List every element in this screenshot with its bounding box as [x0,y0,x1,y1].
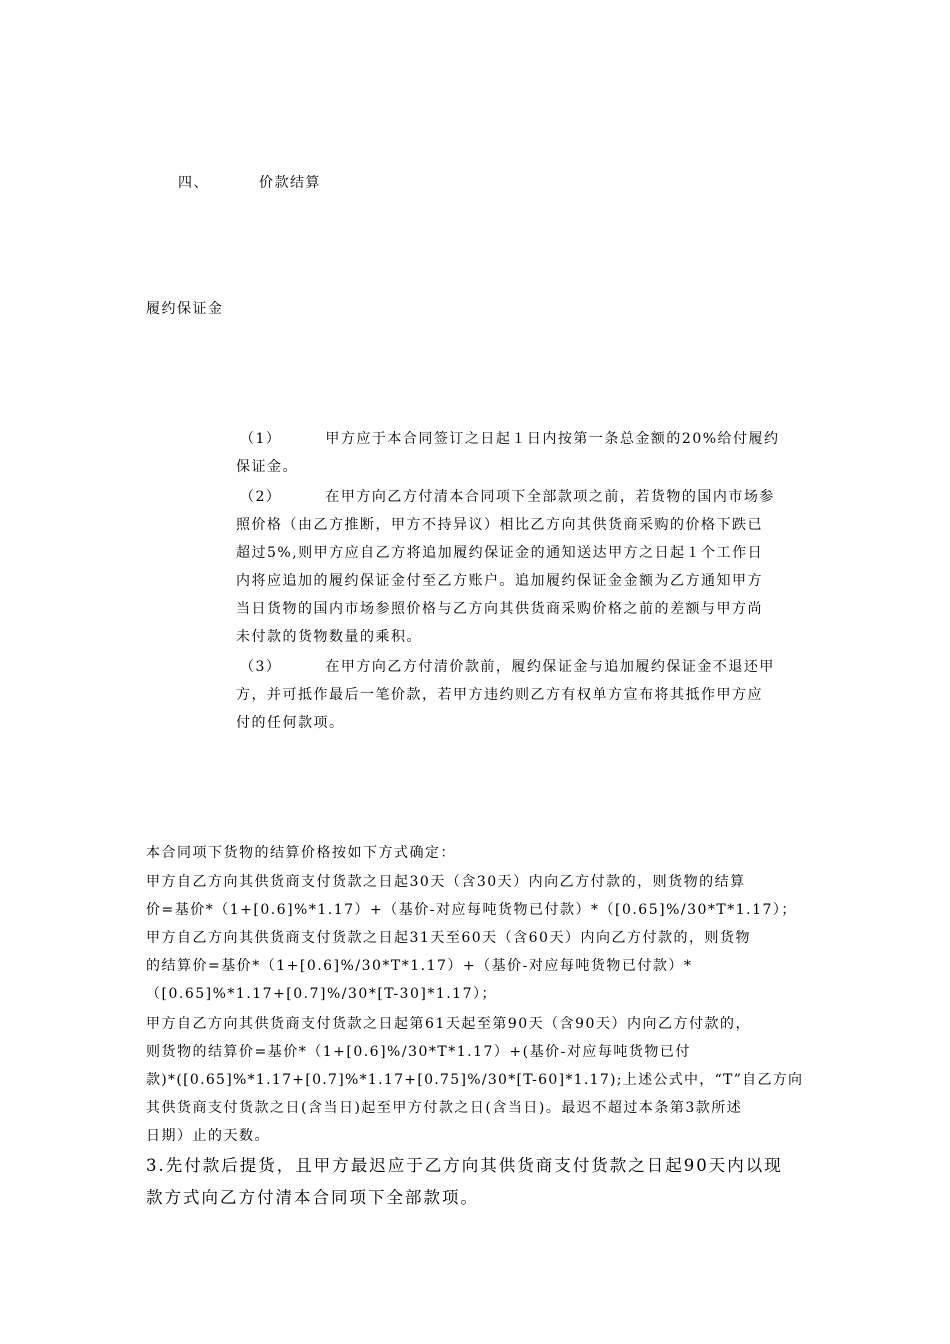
clause-3-text: 在甲方向乙方付清价款前，履约保证金与追加履约保证金不退还甲 [325,659,775,675]
clause-2-line-5: 当日货物的国内市场参照价格与乙方向其供货商采购价格之前的差额与甲方尚 [236,601,763,617]
clause-2-line-1 [240,486,775,506]
pricing-p2-line-2: 的结算价=基价*（1+[0.6]%/30*T*1.17）+（基价-对应每吨货物已付款）* [146,958,693,974]
pricing-p1-line-2: 价=基价*（1+[0.6]%*1.17）+（基价-对应每吨货物已付款）*（[0.65]%/30*T*1.17）； [146,902,797,918]
clause-1-text: 甲方应于本合同签订之日起１日内按第一条总金额的20%给付履约 [325,431,780,447]
clause-1-line-1 [240,428,780,448]
section-number: 四、 [178,175,209,191]
clause-1-label: （1） [240,431,282,447]
pricing-p3-line-3: 款)*([0.65]%*1.17+[0.7]%*1.17+[0.75]%/30*[T-60]*1.17);上述公式中，“T”自乙方向 [146,1072,804,1088]
pricing-p2-line-1: 甲方自乙方向其供货商支付货款之日起31天至60天（含60天）内向乙方付款的，则货物 [146,930,751,946]
clause-2-line-6: 未付款的货物数量的乘积。 [236,629,422,645]
final-clause-line-1: 3.先付款后提货，且甲方最迟应于乙方向其供货商支付货款之日起90天内以现 [146,1156,783,1175]
pricing-p2-line-3: （[0.65]%*1.17+[0.7]%/30*[T-30]*1.17）； [146,986,497,1002]
clause-2-text: 在甲方向乙方付清本合同项下全部款项之前，若货物的国内市场参 [325,489,775,505]
clause-3-line-1 [240,656,775,676]
final-clause-line-2: 款方式向乙方付清本合同项下全部款项。 [146,1188,479,1207]
clause-3-line-2: 方，并可抵作最后一笔价款，若甲方违约则乙方有权单方宣布将其抵作甲方应 [236,687,763,703]
clause-3-line-3: 付的任何款项。 [236,715,345,731]
clause-2-line-2: 照价格（由乙方推断，甲方不持异议）相比乙方向其供货商采购的价格下跌已 [236,517,763,533]
pricing-p3-line-2: 则货物的结算价=基价*（1+[0.6]%/30*T*1.17）+(基价-对应每吨货物已付 [146,1044,691,1060]
pricing-p3-line-5: 日期）止的天数。 [146,1128,270,1144]
subheading-performance-bond: 履约保证金 [146,301,224,317]
clause-1-line-2: 保证金。 [236,459,298,475]
pricing-p3-line-4: 其供货商支付货款之日(含当日)起至甲方付款之日(含当日)。最迟不超过本条第3款所述 [146,1100,743,1116]
clause-3-label: （3） [240,659,282,675]
pricing-intro: 本合同项下货物的结算价格按如下方式确定： [146,845,456,861]
pricing-p3-line-1: 甲方自乙方向其供货商支付货款之日起第61天起至第90天（含90天）内向乙方付款的， [146,1016,751,1032]
clause-2-line-4: 内将应追加的履约保证金付至乙方账户。追加履约保证金金额为乙方通知甲方 [236,573,763,589]
clause-2-line-3: 超过5%,则甲方应自乙方将追加履约保证金的通知送达甲方之日起１个工作日 [236,545,764,561]
clause-2-label: （2） [240,489,282,505]
section-title: 价款结算 [259,175,321,191]
pricing-p1-line-1: 甲方自乙方向其供货商支付货款之日起30天（含30天）内向乙方付款的，则货物的结算 [146,874,746,890]
